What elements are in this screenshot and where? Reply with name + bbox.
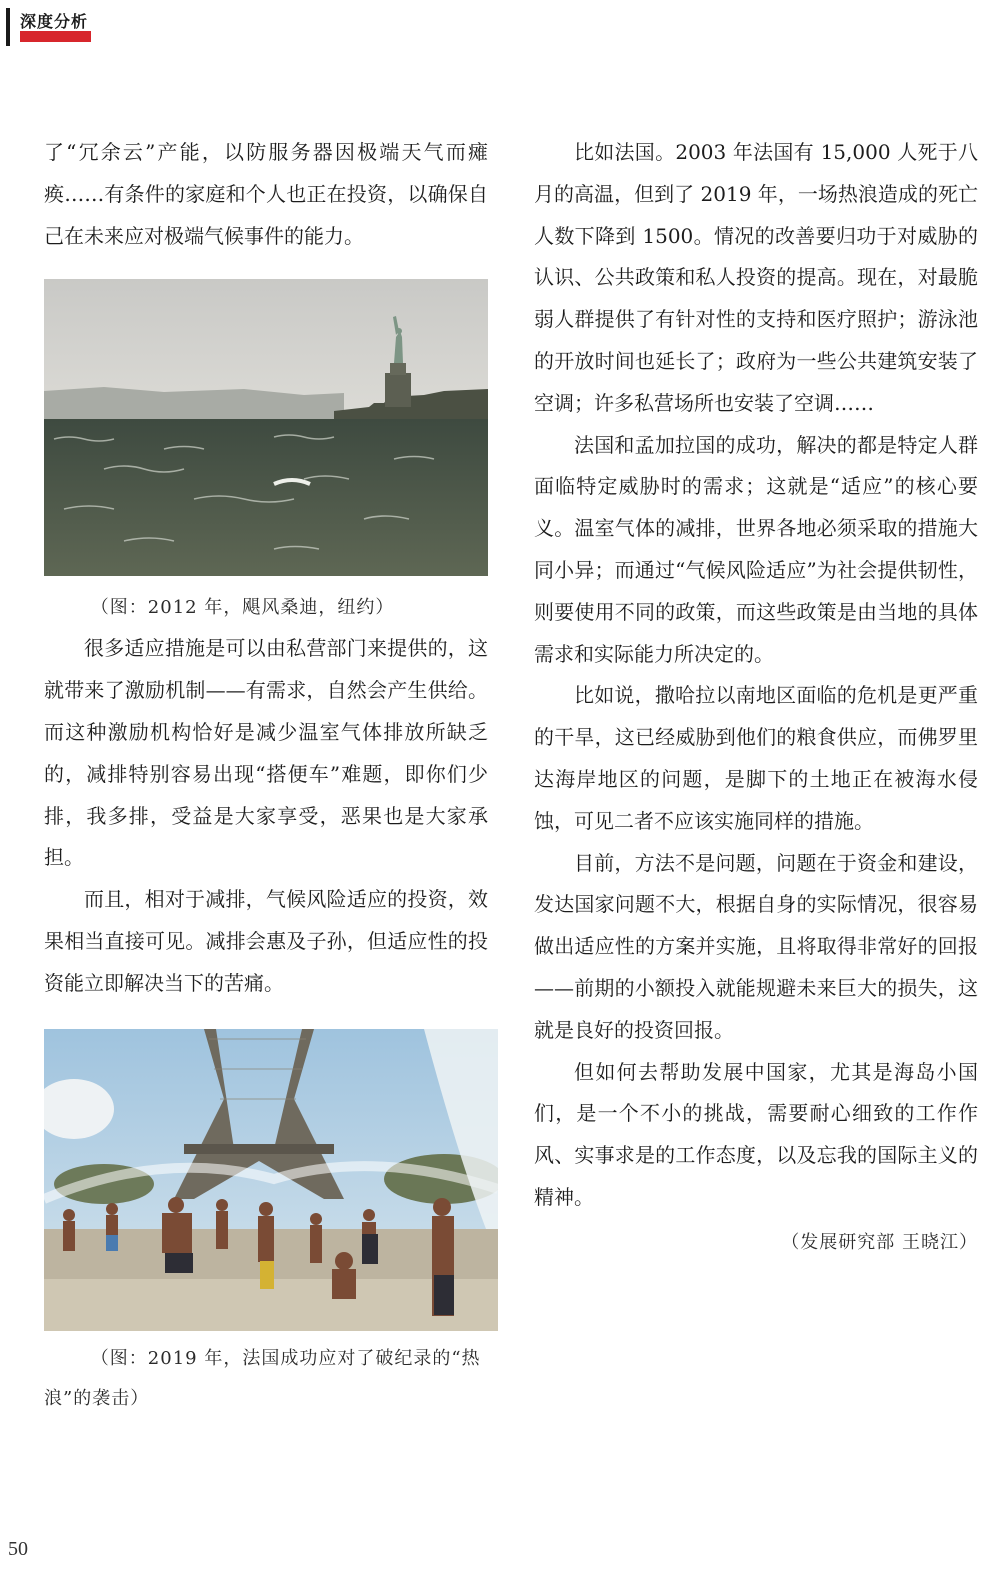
author-signature: （发展研究部 王晓江） xyxy=(781,1231,978,1253)
paragraph: 但如何去帮助发展中国家，尤其是海岛小国们，是一个不小的挑战，需要耐心细致的工作作风、实事求是的工作态度，以及忘我的国际主义的精神。 xyxy=(534,1059,978,1209)
left-column xyxy=(44,132,488,1419)
paragraph: 法国和孟加拉国的成功，解决的都是特定人群面临特定威胁时的需求；这就是“适应”的核心要义。温室气体的减排，世界各地必须采取的措施大同小异；而通过“气候风险适应”为社会提供韧性，则要使用不同的政策，而这些政策是由当地的具体需求和实际能力所决定的。 xyxy=(534,432,978,666)
paragraph: 而且，相对于减排，气候风险适应的投资，效果相当直接可见。减排会惠及子孙，但适应性的投资能立即解决当下的苦痛。 xyxy=(44,887,488,995)
section-title: 深度分析 xyxy=(20,12,89,31)
photo-caption: （图：2019 年，法国成功应对了破纪录的“热浪”的袭击） xyxy=(44,1347,481,1409)
right-column xyxy=(534,132,978,1263)
photo-eiffel-tower-heatwave xyxy=(44,1029,498,1331)
page-number: 50 xyxy=(8,1538,28,1560)
paragraph: 目前，方法不是问题，问题在于资金和建设，发达国家问题不大，根据自身的实际情况，很容易做出适应性的方案并实施，且将取得非常好的回报——前期的小额投入就能规避未来巨大的损失，这就是良好的投资回报。 xyxy=(534,850,978,1042)
paragraph: 比如说，撒哈拉以南地区面临的危机是更严重的干旱，这已经威胁到他们的粮食供应，而佛罗里达海岸地区的问题，是脚下的土地正在被海水侵蚀，可见二者不应该实施同样的措施。 xyxy=(534,683,978,833)
paragraph: 了“冗余云”产能，以防服务器因极端天气而瘫痪……有条件的家庭和个人也正在投资，以确保自己在未来应对极端气候事件的能力。 xyxy=(44,140,488,248)
section-title-underline xyxy=(20,31,91,42)
header-accent-bar xyxy=(6,8,10,46)
photo-statue-of-liberty-storm xyxy=(44,279,488,576)
paragraph: 比如法国。2003 年法国有 15,000 人死于八月的高温，但到了 2019 年，一场热浪造成的死亡人数下降到 1500。情况的改善要归功于对威胁的认识、公共政策和私人投资的提高。现在，对最脆弱人群提供了有针对性的支持和医疗照护；游泳池的开放时间也延长了；政府为一些公共建筑安装了空调；许多私营场所也安装了空调…… xyxy=(534,140,978,415)
photo-caption: （图：2012 年，飓风桑迪，纽约） xyxy=(90,597,395,619)
paragraph: 很多适应措施是可以由私营部门来提供的，这就带来了激励机制——有需求，自然会产生供给。而这种激励机构恰好是减少温室气体排放所缺乏的，减排特别容易出现“搭便车”难题，即你们少排，我多排，受益是大家享受，恶果也是大家承担。 xyxy=(44,636,488,870)
